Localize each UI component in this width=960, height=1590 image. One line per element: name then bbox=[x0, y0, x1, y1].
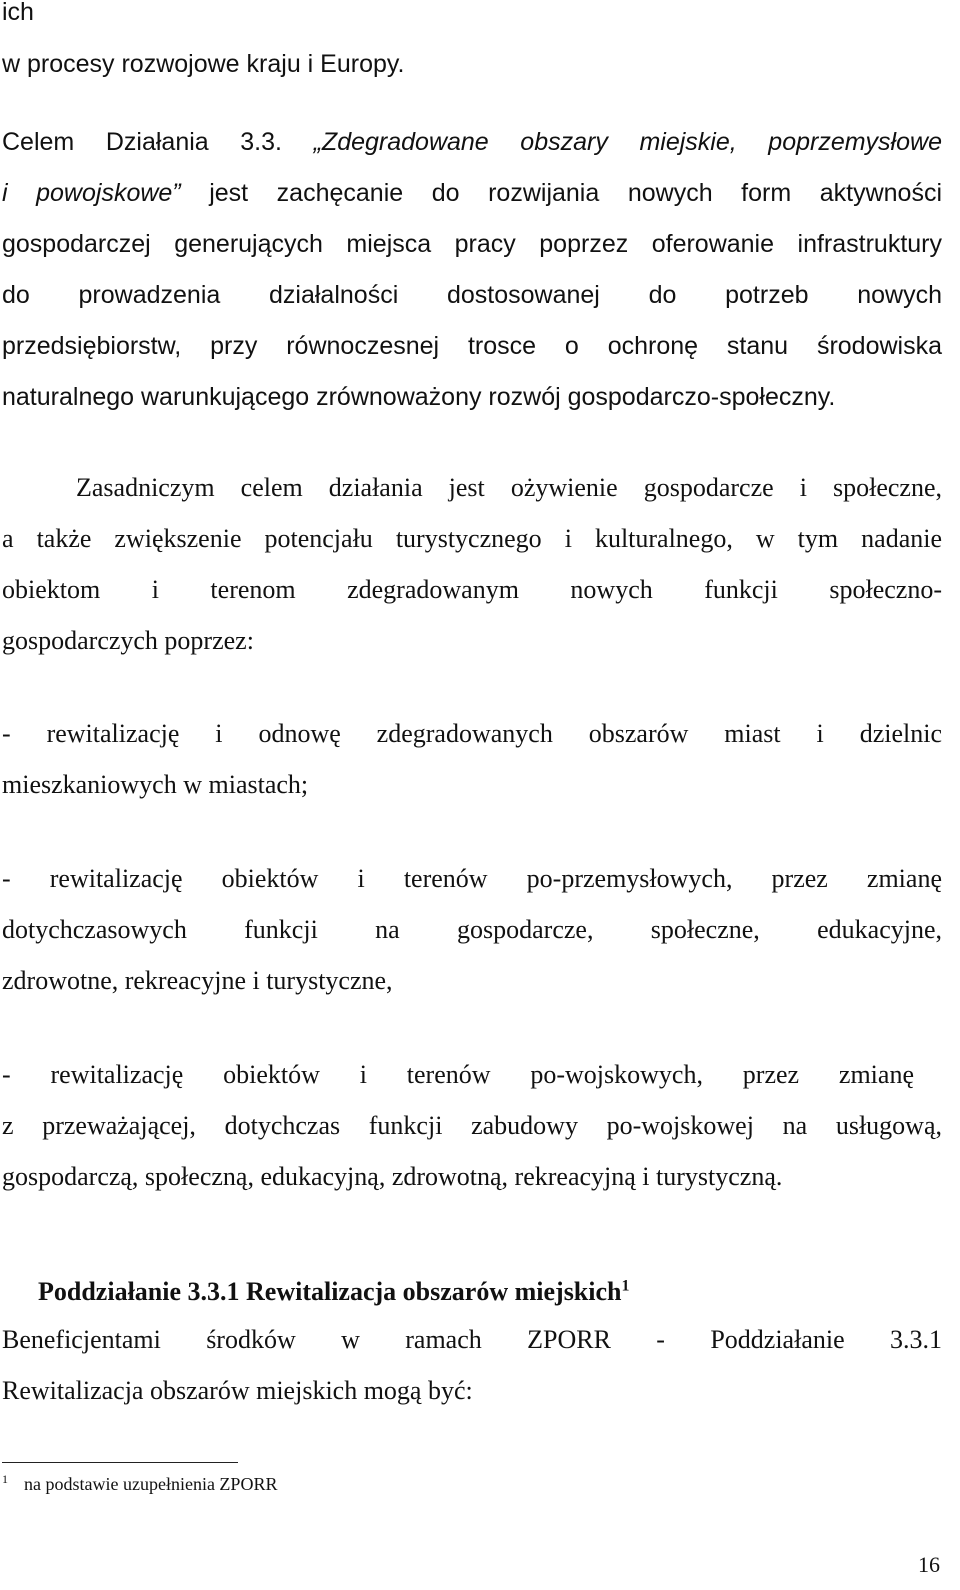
section-heading bbox=[38, 1275, 630, 1309]
text-span: Celem Działania 3.3. bbox=[2, 128, 314, 156]
paragraph-1-line-1 bbox=[2, 126, 942, 158]
bullet-2-line-3: zdrowotne, rekreacyjne i turystyczne, bbox=[2, 966, 393, 995]
paragraph-1-line-3: gospodarczej generujących miejsca pracy poprzez oferowanie infrastruktury bbox=[2, 230, 942, 258]
paragraph-1-line-5: przedsiębiorstw, przy równoczesnej trosce o ochronę stanu środowiska bbox=[2, 332, 942, 360]
footnote-reference[interactable]: 1 bbox=[621, 1277, 630, 1295]
paragraph-3-line-1: Beneficjentami środków w ramach ZPORR - Poddziałanie 3.3.1 bbox=[2, 1325, 942, 1354]
paragraph-1-line-6: naturalnego warunkującego zrównoważony rozwój gospodarczo-społeczny. bbox=[2, 383, 836, 411]
footnote-separator bbox=[2, 1462, 238, 1463]
bullet-3-line-2: z przeważającej, dotychczas funkcji zabudowy po-wojskowej na usługową, bbox=[2, 1111, 942, 1140]
paragraph-2-line-2: a także zwiększenie potencjału turystycznego i kulturalnego, w tym nadanie bbox=[2, 524, 942, 553]
footnote-number: 1 bbox=[2, 1472, 8, 1486]
bullet-1-line-1: - rewitalizację i odnowę zdegradowanych obszarów miast i dzielnic bbox=[2, 719, 942, 748]
bullet-3-line-1: - rewitalizację obiektów i terenów po-wojskowych, przez zmianę bbox=[2, 1060, 914, 1089]
bullet-1-line-2: mieszkaniowych w miastach; bbox=[2, 770, 309, 799]
paragraph-1-line-2 bbox=[2, 177, 942, 209]
footnote-text: na podstawie uzupełnienia ZPORR bbox=[24, 1474, 278, 1494]
italic-title-span: i powojskowe” bbox=[2, 179, 181, 207]
footnote bbox=[2, 1472, 277, 1496]
text-line: w procesy rozwojowe kraju i Europy. bbox=[2, 50, 405, 78]
paragraph-2-line-3: obiektom i terenom zdegradowanym nowych funkcji społeczno- bbox=[2, 575, 942, 604]
paragraph-1-line-4: do prowadzenia działalności dostosowanej do potrzeb nowych bbox=[2, 281, 942, 309]
heading-text: Poddziałanie 3.3.1 Rewitalizacja obszarów miejskich bbox=[38, 1277, 622, 1306]
page-number: 16 bbox=[918, 1552, 940, 1577]
bullet-2-line-2: dotychczasowych funkcji na gospodarcze, społeczne, edukacyjne, bbox=[2, 915, 942, 944]
paragraph-3-line-2: Rewitalizacja obszarów miejskich mogą być: bbox=[2, 1376, 473, 1405]
bullet-2-line-1: - rewitalizację obiektów i terenów po-przemysłowych, przez zmianę bbox=[2, 864, 942, 893]
italic-title-span: „Zdegradowane obszary miejskie, poprzemysłowe bbox=[313, 128, 942, 156]
paragraph-2-line-1: Zasadniczym celem działania jest ożywienie gospodarcze i społeczne, bbox=[76, 473, 942, 502]
bullet-3-line-3: gospodarczą, społeczną, edukacyjną, zdrowotną, rekreacyjną i turystyczną. bbox=[2, 1162, 783, 1191]
text-span: jest zachęcanie do rozwijania nowych form aktywności bbox=[180, 179, 942, 207]
paragraph-2-line-4: gospodarczych poprzez: bbox=[2, 626, 254, 655]
text-line: ich bbox=[2, 0, 34, 26]
